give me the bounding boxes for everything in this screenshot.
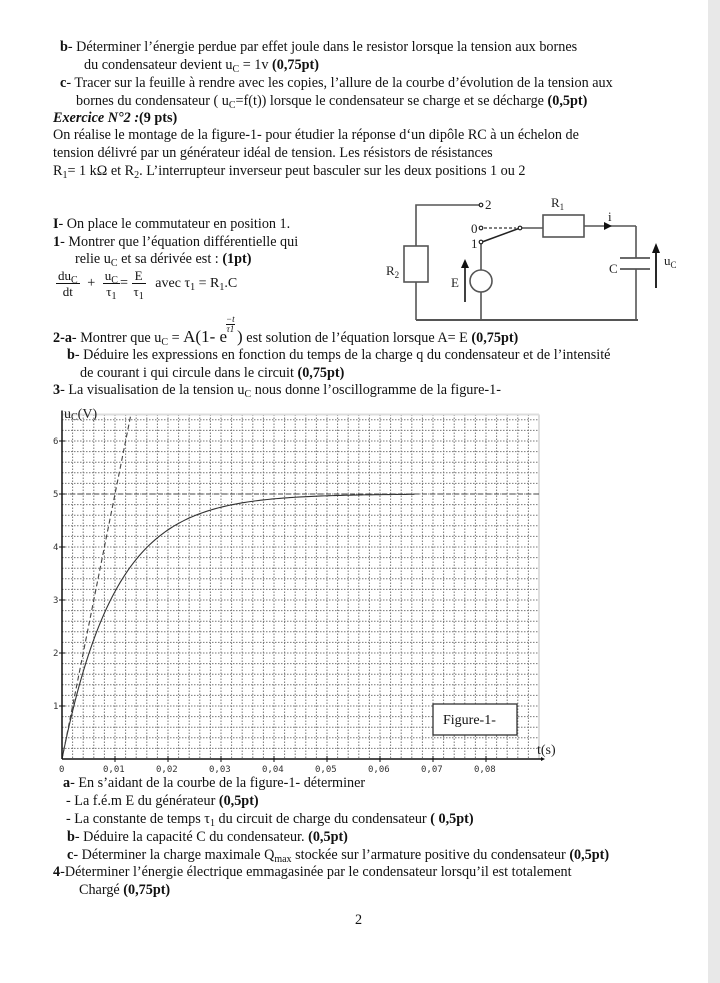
- svg-text:0,05: 0,05: [315, 765, 337, 775]
- r1-label: $R_1$: [551, 195, 565, 212]
- page-edge: [708, 0, 720, 983]
- fraction-e-tau: $\frac{E}{\tau_1}$: [133, 268, 144, 302]
- node-1-label: 1: [471, 236, 478, 251]
- svg-text:4: 4: [53, 543, 59, 553]
- exponent: −t τ1: [226, 314, 235, 334]
- svg-text:0,04: 0,04: [262, 765, 284, 775]
- question-3c: c- Déterminer la charge maximale $Q_{max}$ stockée sur l’armature positive du condensateur (0,5pt): [67, 847, 610, 865]
- current-label: i: [608, 209, 612, 224]
- voltage-arrow-e-icon: [461, 259, 469, 268]
- exercise-intro-1: On réalise le montage de la figure-1- pour étudier la réponse d‘un dipôle RC à un échelon de: [53, 127, 579, 143]
- svg-text:0: 0: [59, 765, 65, 775]
- svg-text:2: 2: [53, 649, 59, 659]
- question-2a: 2-a- Montrer que $u_C = A(1-$ e −t τ1 ) est solution de l’équation lorsque A= E (0,75pt): [53, 314, 519, 348]
- y-axis-label: uC(V): [64, 407, 98, 423]
- svg-text:5: 5: [53, 490, 59, 500]
- svg-text:0,07: 0,07: [421, 765, 443, 775]
- question-2b-cont: de courant i qui circule dans le circuit (0,75pt): [80, 365, 345, 381]
- question-1b: b- Déterminer l’énergie perdue par effet joule dans le resistor lorsque la tension aux bornes: [60, 39, 578, 55]
- question-1b-cont: du condensateur devient $u_C = 1v$ (0,75pt): [84, 57, 319, 75]
- charge-curve: [62, 494, 414, 759]
- question-3b: b- Déduire la capacité C du condensateur. (0,5pt): [67, 829, 348, 845]
- exercise-intro-3: $R_1= 1$ kΩ et $R_2$. L’interrupteur inverseur peut basculer sur les deux positions 1 ou 2: [53, 163, 526, 181]
- x-axis-label: t(s): [537, 743, 556, 758]
- question-3: 3- La visualisation de la tension $u_C$ nous donne l’oscillogramme de la figure-1-: [53, 382, 501, 400]
- question-1c: c- Tracer sur la feuille à rendre avec les copies, l’allure de la courbe d’évolution de la tension aux: [60, 75, 613, 91]
- svg-text:1: 1: [53, 702, 59, 712]
- svg-text:0,06: 0,06: [368, 765, 390, 775]
- question-1: 1- Montrer que l’équation différentielle qui: [53, 234, 299, 250]
- node-2-label: 2: [485, 197, 492, 212]
- oscillogram-chart: [40, 400, 570, 780]
- fraction-uc-tau: $\frac{u_C}{\tau_1}$: [104, 268, 118, 302]
- svg-text:0,03: 0,03: [209, 765, 231, 775]
- question-3a-1: - La f.é.m E du générateur (0,5pt): [66, 793, 259, 809]
- svg-text:0,08: 0,08: [474, 765, 496, 775]
- page-number: 2: [355, 912, 363, 928]
- voltage-arrow-uc-icon: [652, 243, 660, 253]
- uc-label: $u_C$: [664, 253, 677, 270]
- svg-text:3: 3: [53, 596, 59, 606]
- question-1-cont: relie $u_C$ et sa dérivée est : (1pt): [75, 251, 252, 269]
- fraction-duc-dt: $\frac{du_C}{dt}$: [58, 268, 78, 299]
- figure-label: Figure-1-: [443, 713, 496, 728]
- svg-text:6: 6: [53, 437, 59, 447]
- exercise-intro-2: tension délivré par un générateur idéal de tension. Les résistors de résistances: [53, 145, 493, 161]
- question-3a-2: - La constante de temps $\tau_1$ du circuit de charge du condensateur ( 0,5pt): [66, 811, 474, 829]
- svg-text:0,02: 0,02: [156, 765, 178, 775]
- question-1c-cont: bornes du condensateur ( $u_C=f(t)$) lorsque le condensateur se charge et se décharge (0,5pt): [76, 93, 588, 111]
- differential-equation: $\frac{du_C}{dt}$ + $\frac{u_C}{\tau_1}$ = $\frac{E}{\tau_1}$ avec $\tau_1 = R_1.C$: [58, 268, 238, 302]
- source-e-label: E: [451, 275, 459, 290]
- question-4-cont: Chargé (0,75pt): [79, 882, 171, 898]
- rc-circuit-diagram: [380, 190, 690, 325]
- question-3a: a- En s’aidant de la courbe de la figure-1- déterminer: [63, 775, 366, 791]
- capacitor-label: C: [609, 261, 618, 276]
- question-4: 4-Déterminer l’énergie électrique emmagasinée par le condensateur lorsqu’il est totalement: [53, 864, 572, 880]
- part-1-heading: I- On place le commutateur en position 1.: [53, 216, 291, 232]
- r2-label: $R_2$: [386, 263, 400, 280]
- exercise-title: Exercice N°2 :(9 pts): [53, 110, 178, 126]
- svg-text:0,01: 0,01: [103, 765, 125, 775]
- question-2b: b- Déduire les expressions en fonction du temps de la charge q du condensateur et de l’intensité: [67, 347, 611, 363]
- node-0-label: 0: [471, 221, 478, 236]
